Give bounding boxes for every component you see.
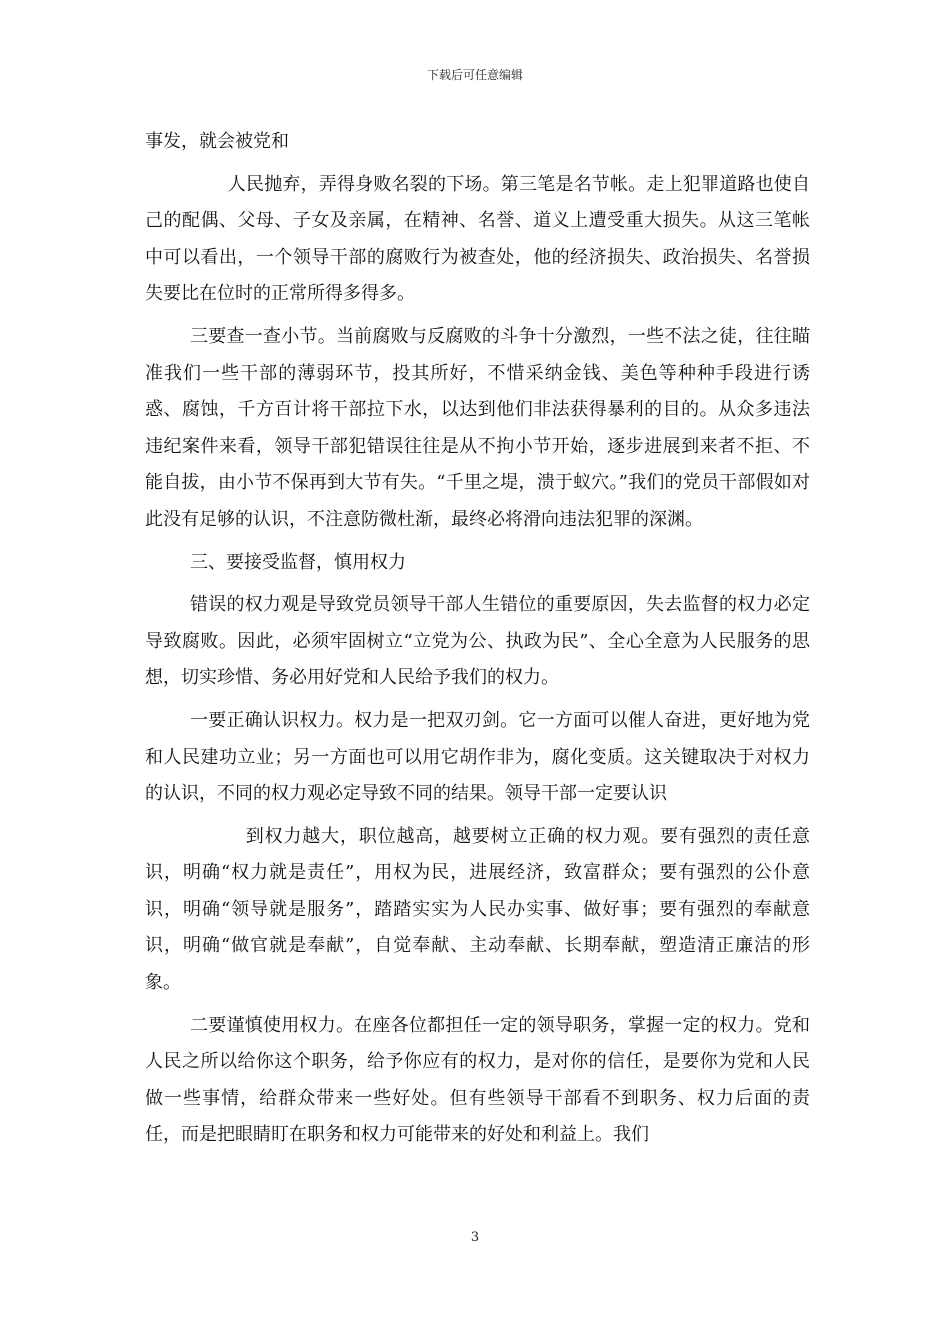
paragraph-wrong-power-view: 错误的权力观是导致党员领导干部人生错位的重要原因，失去监督的权力必定导致腐败。因此，必须牢固树立“立党为公、执政为民”、全心全意为人民服务的思想，切实珍惜、务必用好党和人民给予我们的权力。 bbox=[145, 594, 810, 689]
document-body bbox=[145, 124, 810, 1154]
paragraph-fragment-start: 事发，就会被党和 bbox=[145, 131, 289, 152]
paragraph-three-accounts: 人民抛弃，弄得身败名裂的下场。第三笔是名节帐。走上犯罪道路也使自己的配偶、父母、子女及亲属，在精神、名誉、道义上遭受重大损失。从这三笔帐中可以看出，一个领导干部的腐败行为被查处，他的经济损失、政治损失、名誉损失要比在位时的正常所得多得多。 bbox=[145, 173, 810, 305]
section-heading-accept-supervision: 三、要接受监督，慎用权力 bbox=[190, 551, 406, 573]
page-header: 下载后可任意编辑 bbox=[426, 68, 523, 82]
paragraph-understand-power: 一要正确认识权力。权力是一把双刃剑。它一方面可以催人奋进，更好地为党和人民建功立业；另一方面也可以用它胡作非为，腐化变质。这关键取决于对权力的认识，不同的权力观必定导致不同的结果。领导干部一定要认识 bbox=[145, 709, 810, 805]
paragraph-check-small-matters: 三要查一查小节。当前腐败与反腐败的斗争十分激烈，一些不法之徒，往往瞄准我们一些干部的薄弱环节，投其所好，不惜采纳金钱、美色等种种手段进行诱惑、腐蚀，千方百计将干部拉下水，以达到他们非法获得暴利的目的。从众多违法违纪案件来看，领导干部犯错误往往是从不拘小节开始，逐步进展到来者不拒、不能自拔，由小节不保再到大节有失。“千里之堤，溃于蚁穴。”我们的党员干部假如对此没有足够的认识，不注意防微杜渐，最终必将滑向违法犯罪的深渊。 bbox=[145, 325, 810, 530]
page-number: 3 bbox=[470, 1230, 480, 1245]
paragraph-use-power-carefully: 二要谨慎使用权力。在座各位都担任一定的领导职务，掌握一定的权力。党和人民之所以给你这个职务，给予你应有的权力，是对你的信任，是要你为党和人民做一些事情，给群众带来一些好处。但有些领导干部看不到职务、权力后面的责任，而是把眼睛盯在职务和权力可能带来的好处和利益上。我们 bbox=[145, 1014, 810, 1146]
paragraph-power-responsibility: 到权力越大，职位越高，越要树立正确的权力观。要有强烈的责任意识，明确“权力就是责任”，用权为民，进展经济，致富群众；要有强烈的公仆意识，明确“领导就是服务”，踏踏实实为人民办实事、做好事；要有强烈的奉献意识，明确“做官就是奉献”，自觉奉献、主动奉献、长期奉献，塑造清正廉洁的形象。 bbox=[145, 825, 810, 994]
